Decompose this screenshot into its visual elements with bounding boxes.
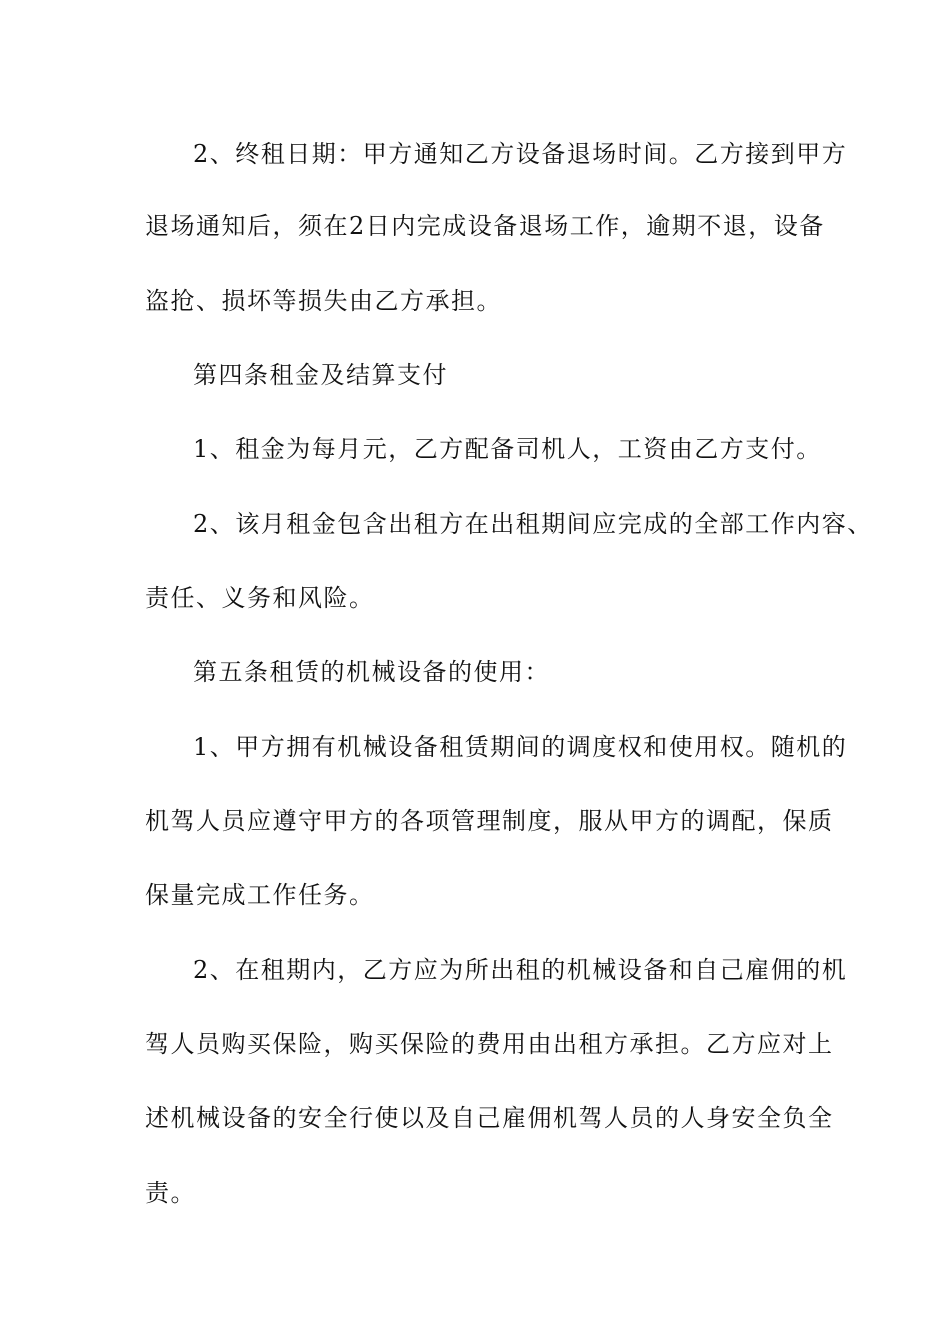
text-line-10: 机驾人员应遵守甲方的各项管理制度，服从甲方的调配，保质	[145, 807, 834, 835]
text-line-2: 退场通知后，须在2日内完成设备退场工作，逾期不退，设备	[145, 212, 825, 240]
section-heading-4: 第四条租金及结算支付	[193, 361, 448, 389]
text-line-11: 保量完成工作任务。	[145, 881, 375, 909]
text-line-15: 责。	[145, 1179, 196, 1207]
text-line-12: 2、在租期内，乙方应为所出租的机械设备和自己雇佣的机	[193, 956, 848, 984]
text-line-5: 1、租金为每月元，乙方配备司机人，工资由乙方支付。	[193, 435, 822, 463]
text-line-3: 盗抢、损坏等损失由乙方承担。	[145, 287, 502, 315]
text-line-6: 2、该月租金包含出租方在出租期间应完成的全部工作内容、	[193, 510, 873, 538]
text-line-7: 责任、义务和风险。	[145, 584, 375, 612]
text-line-13: 驾人员购买保险，购买保险的费用由出租方承担。乙方应对上	[145, 1030, 834, 1058]
text-line-1: 2、终租日期：甲方通知乙方设备退场时间。乙方接到甲方	[193, 140, 848, 168]
text-line-9: 1、甲方拥有机械设备租赁期间的调度权和使用权。随机的	[193, 733, 848, 761]
section-heading-5: 第五条租赁的机械设备的使用：	[193, 658, 550, 686]
text-line-14: 述机械设备的安全行使以及自己雇佣机驾人员的人身安全负全	[145, 1104, 834, 1132]
